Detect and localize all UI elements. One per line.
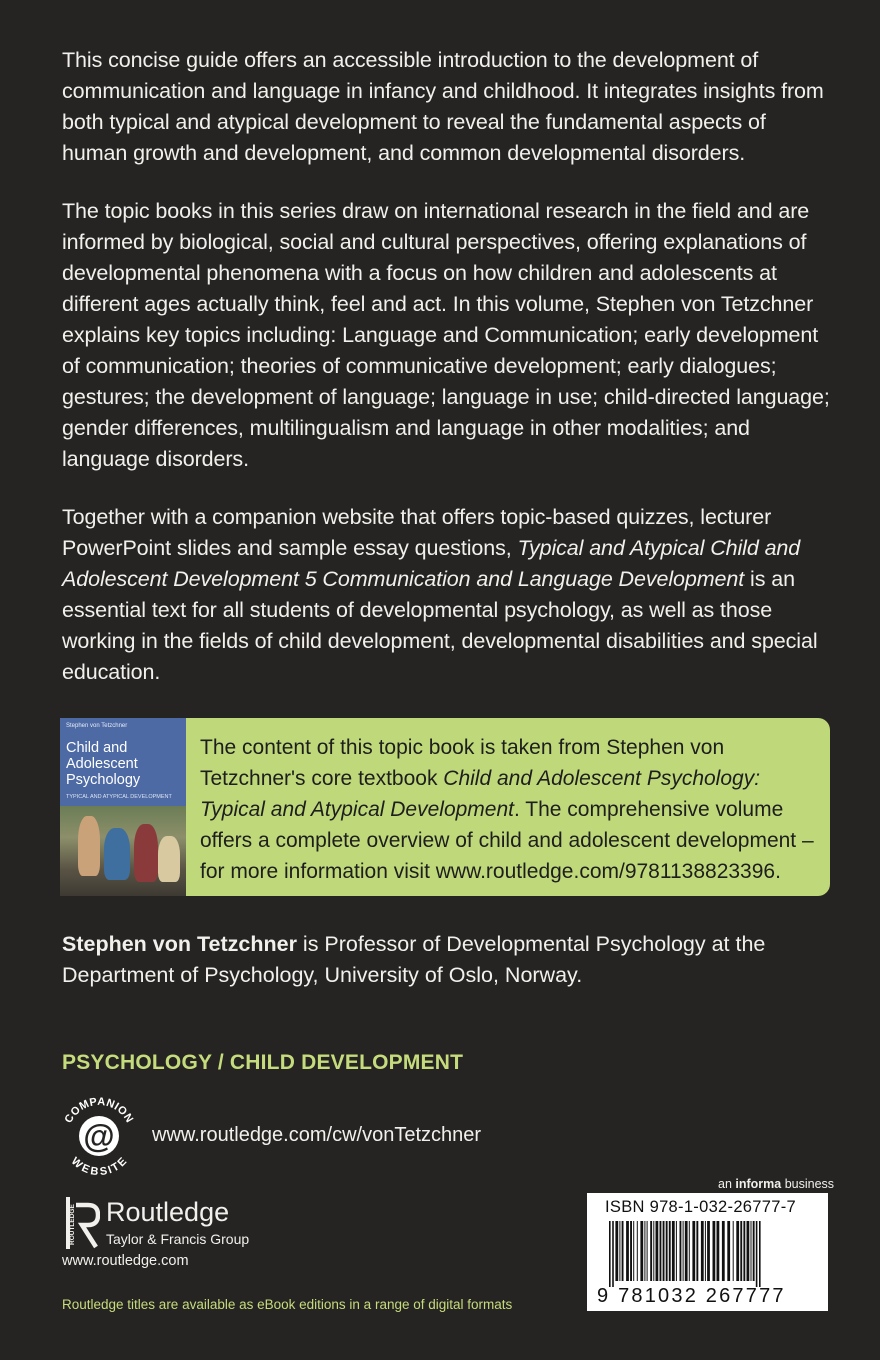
barcode-bar <box>753 1221 755 1281</box>
barcode-bar <box>626 1221 629 1281</box>
routledge-logo <box>60 1195 260 1255</box>
at-symbol: @ <box>83 1118 115 1154</box>
routledge-mark-icon <box>60 1195 100 1251</box>
barcode-bar <box>743 1221 745 1281</box>
cover-photo <box>60 806 186 896</box>
barcode-bar <box>736 1221 739 1281</box>
publisher-tagline: Taylor & Francis Group <box>106 1231 250 1247</box>
description-paragraph-2: The topic books in this series draw on international research in the field and are informed by biological, social and cultural perspectives, offering explanations of developmental phenomena with a focus on how children and adolescents at different ages actually think, feel and act. In this volume, Stephen von Tetzchner explains key topics including: Language and Communication; early development of communication; theories of communicative development; early dialogues; gestures; the development of language; language in use; child-directed language; gender differences, multilingualism and language in other modalities; and language disorders. <box>62 199 830 471</box>
barcode-bar <box>692 1221 695 1281</box>
ebook-availability-note: Routledge titles are available as eBook editions in a range of digital formats <box>62 1297 513 1312</box>
barcode-bar <box>644 1221 645 1281</box>
badge-bottom-text: WEBSITE <box>68 1155 130 1179</box>
cover-figure <box>78 816 100 876</box>
promo-text-end: . The comprehensive volume offers a complete overview of child and adolescent development – for more information visit www.routledge.com/9781138823396. <box>200 798 814 883</box>
barcode-bar <box>717 1221 720 1281</box>
barcode-bar <box>685 1221 688 1281</box>
cover-subtitle: TYPICAL AND ATYPICAL DEVELOPMENT <box>66 794 172 800</box>
barcode-bar <box>663 1221 665 1281</box>
barcode-bar <box>630 1221 632 1281</box>
barcode-bar <box>666 1221 668 1281</box>
companion-website-url[interactable]: www.routledge.com/cw/vonTetzchner <box>152 1124 482 1146</box>
barcode-bar <box>751 1221 752 1281</box>
cover-figure <box>104 828 130 880</box>
barcode-bar <box>740 1221 742 1281</box>
author-name: Stephen von Tetzchner <box>62 932 297 956</box>
paragraph-3-intro: Together with a companion website that offers topic-based quizzes, lecturer PowerPoint slides and sample essay questions, <box>62 505 772 560</box>
companion-website-icon <box>56 1093 142 1179</box>
barcode-bar <box>707 1221 710 1281</box>
isbn-label: ISBN 978-1-032-26777-7 <box>605 1198 796 1216</box>
barcode-bar <box>705 1221 706 1281</box>
paragraph-3-end: is an essential text for all students of developmental psychology, as well as those working in the fields of child development, developmental disabilities and special education. <box>62 567 818 684</box>
barcode-bar <box>650 1221 652 1281</box>
description-paragraph-1: This concise guide offers an accessible introduction to the development of communication and language in infancy and childhood. It integrates insights from both typical and atypical development to reveal the fundamental aspects of human growth and development, and common developmental disorders. <box>62 48 824 165</box>
barcode-bar <box>689 1221 690 1281</box>
cover-title: Child and Adolescent Psychology <box>66 740 141 788</box>
svg-text:WEBSITE <box>69 1155 130 1178</box>
barcode-bar <box>640 1221 643 1281</box>
publisher-name: Routledge <box>106 1197 230 1227</box>
informa-suffix: business <box>781 1177 835 1191</box>
barcode-bar <box>696 1221 698 1281</box>
barcode-bar <box>713 1221 716 1281</box>
promo-text-intro: The content of this topic book is taken from Stephen von Tetzchner's core textbook <box>200 736 725 790</box>
barcode-bar <box>747 1221 750 1281</box>
barcode-bar <box>701 1221 704 1281</box>
publisher-website[interactable]: www.routledge.com <box>62 1253 189 1269</box>
barcode-bar <box>669 1221 671 1281</box>
barcode-guard-bar <box>759 1221 761 1287</box>
subject-category: PSYCHOLOGY / CHILD DEVELOPMENT <box>62 1051 464 1074</box>
informa-brand: informa <box>735 1177 782 1191</box>
barcode-bar <box>633 1221 634 1281</box>
barcode-guard-bar <box>612 1221 614 1287</box>
textbook-title: Child and Adolescent Psychology: Typical and Atypical Development <box>200 767 761 821</box>
barcode-bar <box>722 1221 725 1281</box>
core-textbook-promo <box>60 718 830 896</box>
ean-digits: 9 781032 267777 <box>597 1285 786 1307</box>
cover-figure <box>158 836 180 882</box>
promo-text <box>200 732 825 887</box>
barcode-bar <box>653 1221 654 1281</box>
barcode-bar <box>637 1221 638 1281</box>
book-title: Typical and Atypical Child and Adolescent Development 5 Communication and Language Development <box>62 536 801 591</box>
barcode-bar <box>647 1221 648 1281</box>
barcode-bar <box>619 1221 620 1281</box>
companion-website-badge <box>56 1093 142 1179</box>
cover-author: Stephen von Tetzchner <box>66 723 128 729</box>
textbook-cover-thumbnail <box>60 718 186 896</box>
author-bio <box>62 929 832 991</box>
barcode-bar <box>727 1221 730 1281</box>
informa-business-label <box>718 1177 834 1191</box>
cover-figure <box>134 824 158 882</box>
informa-prefix: an <box>718 1177 736 1191</box>
barcode-bar <box>660 1221 662 1281</box>
barcode-bar <box>676 1221 677 1281</box>
description-paragraph-3 <box>62 502 832 688</box>
barcode-guard-bar <box>756 1221 758 1287</box>
barcode-bar <box>656 1221 659 1281</box>
routledge-vertical-text: ROUTLEDGE <box>69 1204 76 1245</box>
barcode-bar <box>680 1221 682 1281</box>
badge-top-text: COMPANION <box>62 1095 136 1126</box>
barcode-bar <box>733 1221 734 1281</box>
author-bio-text: is Professor of Developmental Psychology at the Department of Psychology, University of Oslo, Norway. <box>62 932 766 987</box>
barcode-guard-bar <box>609 1221 611 1287</box>
barcode-bar <box>672 1221 675 1281</box>
barcode-bar <box>615 1221 618 1281</box>
barcode-bar <box>683 1221 684 1281</box>
barcode-bar <box>622 1221 624 1281</box>
isbn-barcode <box>587 1193 828 1311</box>
